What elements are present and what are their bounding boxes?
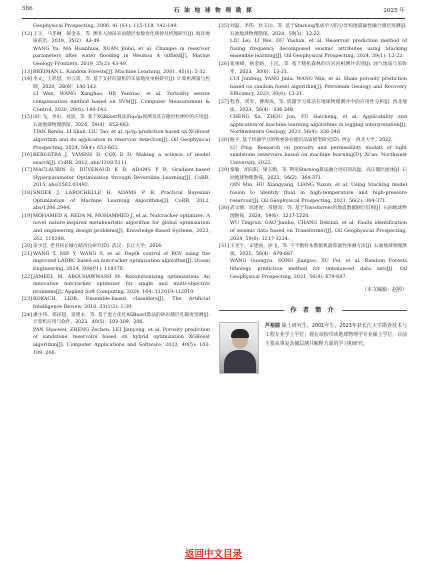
reference-entry (22, 76, 210, 91)
reference-text: 武文刚，高建虎，常德双，等. 基于Transformer的地震数据断层识别[J]. 石油地球物理勘探，2024，59(6)：1217-1224. (230, 206, 407, 219)
heading-rule-right (342, 310, 407, 311)
photo-shoulders (224, 350, 256, 374)
reference-number: [24] (22, 311, 32, 318)
reference-text: JAMEEL M, ABOUHAWWASH M. Revolutionizing optimization: An innovative nutcracker optimizer for single and multi-objective problems[J]. Applied Soft Computing, 2024, 164: 112019-112019. (33, 273, 210, 295)
reference-entry (22, 46, 210, 69)
reference-text: 王光宇，宋建国，徐飞，等. 不平衡样本数据机器算器性预测方法[J]. 石油地球物理勘探，2021，56(4)：679-687. (230, 244, 407, 257)
reference-number: [31] (219, 243, 229, 250)
reference-text: 程春，周军，傅海成，等. 机器学习算法在地球物理测井中的应用性分析[J]. 西北地质，2023，56(4)：336-348. (230, 99, 407, 113)
running-header (22, 6, 405, 16)
reference-text: TIAN Renfei, LI Shan, LIU Tao, et al. q₃/q₄ prediction based on XGBoost algorithm and its application in reservoir detection[J]. Oil Geophysical Prospecting, 2024, 59(4): 653-663. (33, 129, 210, 151)
reference-number: [25] (219, 23, 229, 29)
reference-text: Geophysical Prospecting, 2006, 41 (S1): 115-118, 142-149. (33, 23, 179, 29)
author-section-title: 作 者 简 介 (290, 306, 336, 314)
editor-note: （本文编辑：赵婷） (361, 287, 407, 294)
reference-number: [19] (22, 212, 32, 219)
reference-entry (22, 251, 210, 274)
reference-text: PAN Shaowei, ZHENG Zechen, LEI Jianyong, et al. Porosity prediction of sandstone reservoirs based on hybrid optimization XGBoost algorithm[J]. Computer Applications and Software, 2023, 40(5): 103-109, 206. (33, 326, 210, 356)
reference-entry (219, 258, 407, 281)
reference-number: [22] (22, 273, 32, 280)
reference-entry (219, 167, 407, 182)
journal-title: 石 油 地 球 物 理 勘 探 (173, 8, 254, 14)
reference-text: MACLAURIN D, DUVENAUD K D, ADAMS P R. Gradient-based Hyperparameter Optimization through Reversible Learning[J]. CoRR, 2015, abs/1502.03492. (33, 167, 210, 189)
reference-entry (22, 312, 210, 327)
reference-number: [29] (219, 167, 229, 174)
reference-number: [17] (22, 167, 32, 174)
author-section-heading (219, 307, 407, 315)
reference-text: WANG Guangyu, SONG Jianguo, XU Fei, et al. Random Forests lithology prediction method for imbalanced data sets[J]. Oil Geophysical Prospecting, 2021, 56(4): 679-687. (230, 258, 407, 280)
reference-entry (22, 114, 210, 129)
reference-text: 路平. 基于机器学习的致密砂岩储层品质模型研究[D]. 西安：西北大学，2022. (230, 137, 393, 143)
reference-text: WANG Yu, MA Huanhuai, XUAN Jinlai, et al. Changes in reservoir parameters after water flooding in Weuhou A oilfield[J]. Marine Geology Frontiers, 2019, 35(2): 43-49. (33, 45, 210, 67)
reference-text: 秦敏，胡向阳，梁玉帆，等. 利用Stacking算法融合进识别高温、高压储层流体[J]. 石油地球物理勘探，2021，56(2)：364-371. (230, 168, 407, 181)
reference-entry (22, 327, 210, 357)
author-description: 硕士研究生，2001年生；2023年获长江大学勘查技术与工程专业学士学位；现在该校攻读地球物理学专业硕士学位，目前主要从事复杂储层测井解释方面的学习和研究。 (265, 323, 407, 347)
reference-entry (22, 274, 210, 297)
reference-text: 刘磊，李伟，杜玉山，等. 基于Stacking集成学习的分异构地震属性融合储层预测[J]. 石油地球物理勘探，2024，59(1)：12-22. (230, 24, 407, 37)
reference-entry (219, 243, 407, 258)
references-left-column (22, 23, 210, 357)
reference-entry (219, 182, 407, 205)
reference-text: BERGSTRA J, YAMINS D, COX D D. Making a science of model search[J]. CoRR, 2012, abs/1209.5111. (33, 152, 210, 166)
reference-entry (22, 190, 210, 213)
reference-text: MOHAMED A, REDA M, MOHAMMED J, et al. Nutcracker optimizer: A novel nature-inspired metaheuristic algorithm for global optimization and engineering design problems[J]. Knowledge-Based Systems, 2023, 262, 110248. (33, 212, 210, 242)
reference-text: LU Ping. Research on porosity and permeability models of tight sandstone reservoirs based on machine learning[D]. Xi'an: Northwest University, 2022. (230, 144, 407, 166)
reference-entry (219, 76, 407, 99)
reference-number: [26] (219, 60, 229, 67)
reference-text: ROKACH, LIOR. Ensemble-based classifiers[J]. The Artificial Intelligence Review, 2010, 33(1/2): 1-39. (33, 296, 210, 310)
reference-entry (22, 167, 210, 190)
reference-text: 李文，王鸿恩，何云霄，等. 基于支持向量机的未质地度单根研究[J]. 计算机测量与控制，2020，28(6)：140-143. (33, 77, 210, 90)
reference-text: 田仁飞，李山，刘清，等. 基于XGBoost算法的q₃/q₄预测及其在储层检测中的应用[J]. 石油地球物理勘探，2024，59(4)：653-663. (33, 115, 210, 128)
reference-text: CUI Junfeng, YANG Jinlu, WANG Min, et al. Shale porosity prediction based on random forest algorithm[J]. Petroleum Geology and Recovery Efficiency, 2023, 30(6): 13-21. (230, 76, 407, 98)
reference-text: SNOEK J, LAROCHELLE H, ADAMS P R. Practical Bayesian Optimization of Machine Learning Algorithms[J]. CoRR, 2012, abs/1206.2944. (33, 190, 210, 212)
reference-entry (22, 91, 210, 114)
reference-entry (22, 152, 210, 167)
reference-entry (219, 114, 407, 137)
reference-number: [27] (219, 98, 229, 105)
author-name: 芦裕圆 (265, 323, 281, 330)
reference-entry (219, 23, 407, 38)
reference-entry (219, 205, 407, 220)
author-bio-text (265, 322, 407, 374)
reference-number: [30] (219, 205, 229, 212)
reference-text: 雷少佳. 老君庙长城仓储改良研究[D]. 武汉：长江大学，2016. (33, 244, 163, 250)
reference-number: [28] (219, 136, 229, 143)
reference-number: [12] (22, 30, 32, 37)
reference-entry (22, 69, 210, 77)
publication-year: 2025 年 (383, 8, 405, 14)
reference-number: [18] (22, 190, 32, 197)
reference-entry (219, 99, 407, 114)
reference-entry (22, 31, 210, 46)
reference-number: [21] (22, 250, 32, 257)
author-photo (219, 322, 259, 374)
reference-entry (22, 296, 210, 311)
author-bio (219, 322, 407, 374)
reference-number: [16] (22, 152, 32, 159)
reference-number: [13] (22, 68, 32, 75)
reference-entry (219, 61, 407, 76)
reference-text: WU Tingrun, GAO Jianhu, CHANG Dekuan, et al. Faults identification of seismic data based on Transformer[J]. Oil Geophysical Prospecting, 2024, 59(6): 1217-1224. (230, 220, 407, 242)
references-right-column (219, 23, 407, 374)
reference-number: [20] (22, 243, 32, 250)
reference-text: 崔俊峰，杨金路，王民，等. 基于随机森林的页岩岩相测井识别[J]. 油气地质与采收率，2023，30(6)：13-21. (230, 61, 407, 75)
photo-hair (231, 329, 249, 338)
reference-entry (22, 213, 210, 243)
reference-text: LIU Lei, LI Wei, DU Yushan, et al. Reservoir prediction method of fusing frequency decomposed seismic attributes using Stacking ensemble learning[J]. Oil Geophysical Prospecting, 2024, 59(1): 12-22. (230, 38, 407, 60)
reference-number: [15] (22, 114, 32, 121)
heading-rule-left (219, 310, 284, 311)
reference-entry (22, 129, 210, 152)
return-to-contents-link[interactable]: 返回中文目录 (184, 549, 242, 560)
reference-text: CHENG Xu, ZHOU Jun, FU Haicheng, et al. Applicability and application of machine learning algorithms in logging interpretation[J]. Northwestern Geology, 2023, 56(4): 336-348. (230, 114, 407, 136)
reference-entry (219, 220, 407, 243)
reference-number: [14] (22, 76, 32, 83)
reference-text: BREIMAN L. Random Forests[J]. Machine Learning, 2001, 45(1): 5-32. (33, 68, 208, 75)
reference-entry (22, 23, 210, 31)
page-number: 586 (22, 6, 33, 12)
reference-entry (219, 137, 407, 145)
reference-entry (219, 145, 407, 168)
reference-number: [23] (22, 296, 32, 303)
reference-text: LI Wen, WANG Xanghao, HE Yunxiao, et al. Turbidity sensor compensation method based on SVM[J]. Computer Measurement & Control, 2020, 28(6): 140-143. (33, 91, 210, 113)
header-divider (22, 18, 405, 19)
reference-text: 潘少伟，郑泽超，雷建永，等. 基于混合优化XGBoost算法的砂岩储层孔隙度预测[J]. 计算机应用与软件，2023，40(5)：103-109，206. (33, 312, 210, 326)
reference-text: WANG T, NIE Y, WANG S, et al. Depth control of ROV using the improved LADRC based on nutcracker optimization algorithm[J]. Ocean Engineering, 2024, 309(P1): 118370. (33, 250, 210, 272)
reference-entry (219, 38, 407, 61)
reference-text: 王玉，马华琳，郝金来，等. 测井入油田未南储层参数变化规律及机理研究[J]. 海洋地质前沿，2019，35(2)：43-49. (33, 31, 210, 45)
reference-entry (22, 243, 210, 251)
reference-text: QIN Min, HU Xiangyang, LIANG Yuxun, et al. Using Stacking model fusion to identify fluid in high-temperature and high-pressure reservoir[J]. Oil Geophysical Prospecting, 2021, 56(2): 364-371. (230, 182, 407, 204)
